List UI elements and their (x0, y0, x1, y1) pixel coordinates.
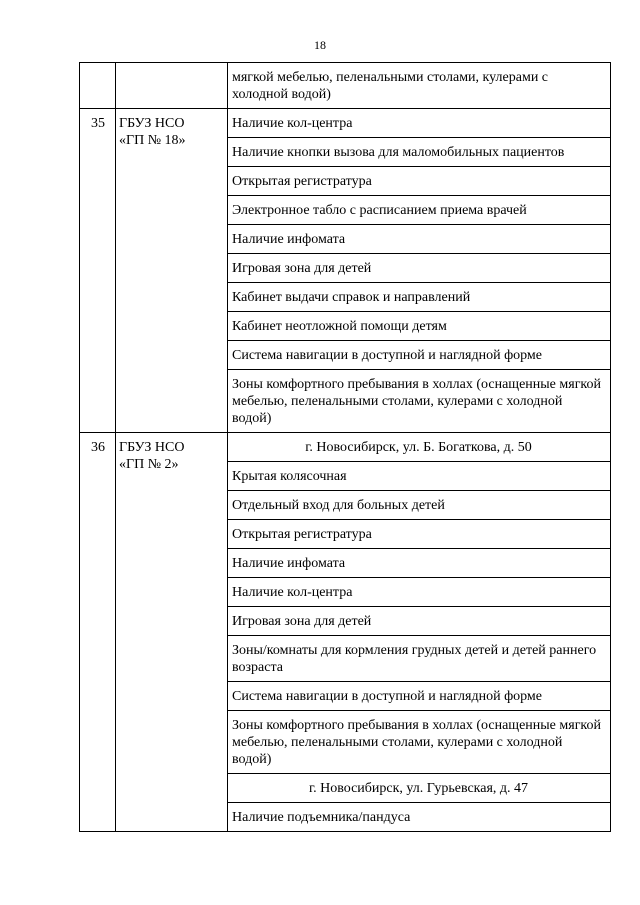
feature-cell (228, 636, 611, 682)
feature-text: Система навигации в доступной и наглядной форме (232, 348, 542, 363)
number-cell (80, 433, 116, 832)
feature-cell (228, 607, 611, 636)
organization-cell (116, 63, 228, 109)
feature-text: Зоны комфортного пребывания в холлах (оснащенные мягкой мебелью, пеленальными столами, кулерами с холодной водой) (232, 377, 602, 426)
feature-cell (228, 109, 611, 138)
feature-text: Кабинет выдачи справок и направлений (232, 290, 471, 305)
feature-text: Крытая колясочная (232, 469, 347, 484)
feature-cell (228, 254, 611, 283)
feature-text: Отдельный вход для больных детей (232, 498, 445, 513)
feature-text: Наличие кнопки вызова для маломобильных пациентов (232, 145, 565, 160)
table-row (80, 433, 611, 462)
organization-name: ГБУЗ НСО (119, 116, 185, 131)
feature-text: Наличие подъемника/пандуса (232, 810, 411, 825)
feature-cell (228, 549, 611, 578)
organization-cell (116, 109, 228, 433)
feature-cell (228, 225, 611, 254)
feature-cell (228, 63, 611, 109)
organization-name: ГБУЗ НСО (119, 440, 185, 455)
feature-cell (228, 167, 611, 196)
feature-text: Открытая регистратура (232, 527, 372, 542)
feature-cell (228, 196, 611, 225)
feature-cell (228, 682, 611, 711)
feature-text: Игровая зона для детей (232, 614, 372, 629)
feature-text: Наличие кол-центра (232, 585, 353, 600)
feature-text: Открытая регистратура (232, 174, 372, 189)
address-text: г. Новосибирск, ул. Б. Богаткова, д. 50 (305, 440, 532, 455)
feature-cell (228, 370, 611, 433)
address-cell (228, 774, 611, 803)
number-cell (80, 109, 116, 433)
feature-text: Наличие инфомата (232, 556, 346, 571)
page-number: 18 (314, 38, 326, 52)
feature-cell (228, 312, 611, 341)
facilities-table (79, 62, 611, 832)
feature-cell (228, 491, 611, 520)
feature-text: Зоны комфортного пребывания в холлах (оснащенные мягкой мебелью, пеленальными столами, кулерами с холодной водой) (232, 718, 602, 767)
address-text: г. Новосибирск, ул. Гурьевская, д. 47 (308, 781, 529, 796)
feature-cell (228, 803, 611, 832)
organization-short-name: «ГП № 2» (119, 457, 179, 472)
feature-text: Игровая зона для детей (232, 261, 372, 276)
entry-number: 36 (91, 440, 105, 455)
feature-cell (228, 711, 611, 774)
entry-number: 35 (91, 116, 105, 131)
feature-text: Система навигации в доступной и наглядной форме (232, 689, 542, 704)
feature-cell (228, 283, 611, 312)
feature-cell (228, 578, 611, 607)
table-row (80, 63, 611, 109)
feature-text: Кабинет неотложной помощи детям (232, 319, 447, 334)
feature-cell (228, 520, 611, 549)
table-row (80, 109, 611, 138)
number-cell (80, 63, 116, 109)
feature-text: Наличие кол-центра (232, 116, 353, 131)
feature-text: Зоны/комнаты для кормления грудных детей и детей раннего возраста (232, 643, 597, 675)
address-cell (228, 433, 611, 462)
organization-cell (116, 433, 228, 832)
feature-cell (228, 341, 611, 370)
continuation-text: мягкой мебелью, пеленальными столами, кулерами с холодной водой) (232, 70, 549, 102)
feature-cell (228, 462, 611, 491)
feature-cell (228, 138, 611, 167)
feature-text: Электронное табло с расписанием приема врачей (232, 203, 527, 218)
organization-short-name: «ГП № 18» (119, 133, 186, 148)
feature-text: Наличие инфомата (232, 232, 346, 247)
